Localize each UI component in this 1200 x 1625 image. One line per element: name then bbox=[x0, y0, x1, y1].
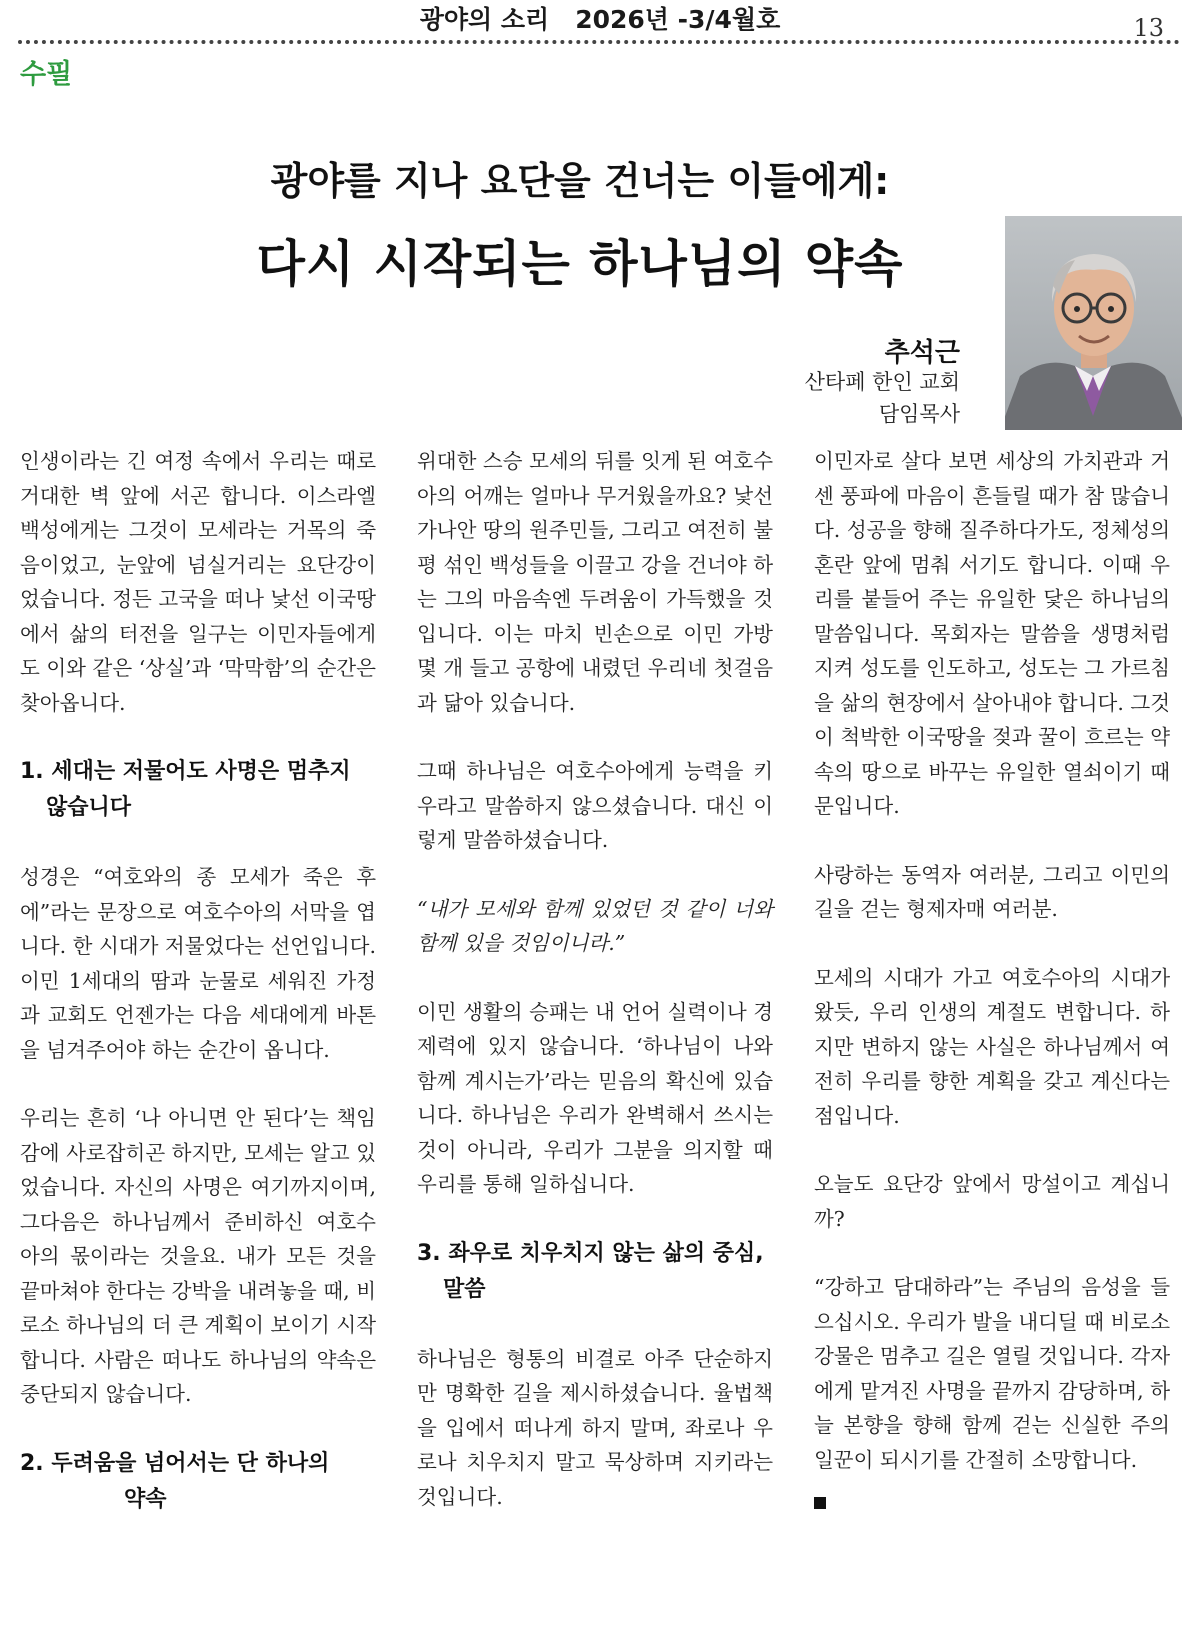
section2-heading-line2: 약속 bbox=[124, 1486, 167, 1512]
section2-paragraph2: 그때 하나님은 여호수아에게 능력을 키우라고 말씀하지 않으셨습니다. 대신 이렇게 말씀하셨습니다. bbox=[417, 759, 773, 852]
column-3 bbox=[814, 444, 1170, 1509]
section-label: 수필 bbox=[20, 59, 73, 90]
section1-heading-line2: 않습니다 bbox=[46, 795, 132, 820]
publication-name: 광야의 소리 bbox=[419, 5, 550, 34]
section2-heading bbox=[20, 1446, 376, 1518]
page-number: 13 bbox=[1133, 14, 1164, 42]
end-mark bbox=[814, 1497, 826, 1509]
section1-paragraph1: 성경은 “여호와의 종 모세가 죽은 후에”라는 문장으로 여호수아의 서막을 엽니다. 한 시대가 저물었다는 선언입니다. 이민 1세대의 땀과 눈물로 세워진 가정과 교회도 언젠가는 다음 세대에게 바톤을 넘겨주어야 하는 순간이 옵니다. bbox=[20, 865, 376, 1062]
section1-heading bbox=[20, 754, 376, 826]
section3-paragraph2: 이민자로 살다 보면 세상의 가치관과 거센 풍파에 마음이 흔들릴 때가 참 많습니다. 성공을 향해 질주하다가도, 정체성의 혼란 앞에 멈춰 서기도 합니다. 이때 우리를 붙들어 주는 유일한 닻은 하나님의 말씀입니다. 목회자는 말씀을 생명처럼 지켜 성도를 인도하고, 성도는 그 가르침을 삶의 현장에서 살아내야 합니다. 그것이 척박한 이국땅을 젖과 꿀이 흐르는 약속의 땅으로 바꾸는 유일한 열쇠이기 때문입니다. bbox=[814, 449, 1170, 818]
column-1 bbox=[20, 444, 376, 1552]
closing-paragraph3: 오늘도 요단강 앞에서 망설이고 계십니까? bbox=[814, 1172, 1170, 1231]
section2-paragraph3: 이민 생활의 승패는 내 언어 실력이나 경제력에 있지 않습니다. ‘하나님이 나와 함께 계시는가’라는 믿음의 확신에 있습니다. 하나님은 우리가 완벽해서 쓰시는 것이 아니라, 우리가 그분을 의지할 때 우리를 통해 일하십니다. bbox=[417, 999, 773, 1196]
masthead bbox=[0, 2, 1200, 40]
author-photo bbox=[1005, 216, 1182, 430]
section2-heading-line1: 2. 두려움을 넘어서는 단 하나의 bbox=[20, 1450, 330, 1476]
closing-paragraph1: 사랑하는 동역자 여러분, 그리고 이민의 길을 걷는 형제자매 여러분. bbox=[814, 862, 1170, 921]
section1-heading-line1: 1. 세대는 저물어도 사명은 멈추지 bbox=[20, 759, 351, 784]
article-title-line1: 광야를 지나 요단을 건너는 이들에게: bbox=[270, 159, 890, 203]
section3-heading-line2: 말씀 bbox=[443, 1276, 486, 1302]
closing-paragraph2: 모세의 시대가 가고 여호수아의 시대가 왔듯, 우리 인생의 계절도 변합니다. 하지만 변하지 않는 사실은 하나님께서 여전히 우리를 향한 계획을 갖고 계신다는 점입니다. bbox=[814, 965, 1170, 1128]
author-church: 산타페 한인 교회 bbox=[804, 370, 960, 394]
article-title-line2: 다시 시작되는 하나님의 약속 bbox=[256, 235, 904, 293]
section1-paragraph2: 우리는 흔히 ‘나 아니면 안 된다’는 책임감에 사로잡히곤 하지만, 모세는 알고 있었습니다. 자신의 사명은 여기까지이며, 그다음은 하나님께서 준비하신 여호수아의 몫이라는 것을요. 내가 모든 것을 끝마쳐야 한다는 강박을 내려놓을 때, 비로소 하나님의 더 큰 계획이 보이기 시작합니다. 사람은 떠나도 하나님의 약속은 중단되지 않습니다. bbox=[20, 1106, 376, 1406]
scripture-quote: “내가 모세와 함께 있었던 것 같이 너와 함께 있을 것임이니라.” bbox=[417, 896, 773, 955]
section3-heading-line1: 3. 좌우로 치우치지 않는 삶의 중심, bbox=[417, 1240, 764, 1266]
column-2 bbox=[417, 444, 773, 1548]
header-divider bbox=[18, 40, 1180, 44]
issue-date: 2026년 -3/4월호 bbox=[575, 5, 781, 34]
closing-paragraph4: “강하고 담대하라”는 주님의 음성을 들으십시오. 우리가 발을 내디딜 때 비로소 강물은 멈추고 길은 열릴 것입니다. 각자에게 맡겨진 사명을 끝까지 감당하며, 하늘 본향을 향해 함께 걷는 신실한 주의 일꾼이 되시기를 간절히 소망합니다. bbox=[814, 1275, 1170, 1472]
section3-heading bbox=[417, 1236, 773, 1308]
author-name: 추석근 bbox=[884, 338, 960, 368]
section2-paragraph1: 위대한 스승 모세의 뒤를 잇게 된 여호수아의 어깨는 얼마나 무거웠을까요? 낯선 가나안 땅의 원주민들, 그리고 여전히 불평 섞인 백성들을 이끌고 강을 건너야 하는 그의 마음속엔 두려움이 가득했을 것입니다. 이는 마치 빈손으로 이민 가방 몇 개 들고 공항에 내렸던 우리네 첫걸음과 닮아 있습니다. bbox=[417, 449, 773, 715]
section3-paragraph1: 하나님은 형통의 비결로 아주 단순하지만 명확한 길을 제시하셨습니다. 율법책을 입에서 떠나게 하지 말며, 좌로나 우로나 치우치지 말고 묵상하며 지키라는 것입니다. bbox=[417, 1346, 773, 1509]
author-role: 담임목사 bbox=[878, 402, 960, 426]
intro-paragraph: 인생이라는 긴 여정 속에서 우리는 때로 거대한 벽 앞에 서곤 합니다. 이스라엘 백성에게는 그것이 모세라는 거목의 죽음이었고, 눈앞에 넘실거리는 요단강이었습니다. 정든 고국을 떠나 낯선 이국땅에서 삶의 터전을 일구는 이민자들에게도 이와 같은 ‘상실’과 ‘막막함’의 순간은 찾아옵니다. bbox=[20, 449, 376, 715]
